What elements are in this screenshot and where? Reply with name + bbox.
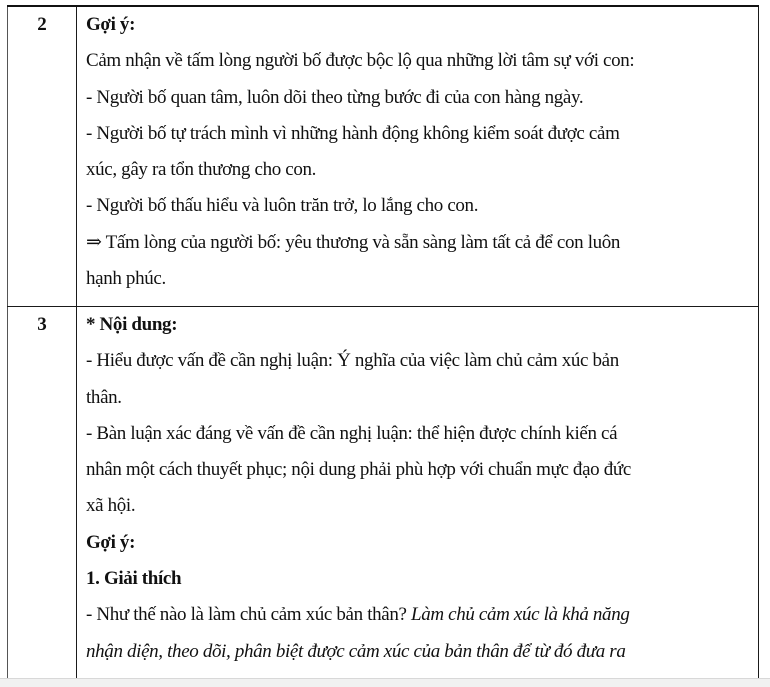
paragraph-line: xúc, gây ra tổn thương cho con. — [86, 159, 317, 181]
paragraph-line: thân. — [86, 386, 122, 408]
question-number: 3 — [37, 314, 47, 335]
paragraph-line: Cảm nhận về tấm lòng người bố được bộc lộ qua những lời tâm sự với con: — [86, 50, 635, 72]
paragraph-line: nhân một cách thuyết phục; nội dung phải phù hợp với chuẩn mực đạo đức — [86, 459, 631, 481]
section-heading: Gợi ý: — [86, 531, 136, 553]
answer-table — [7, 5, 759, 678]
definition-line: nhận diện, theo dõi, phân biệt được cảm xúc của bản thân để từ đó đưa ra — [86, 640, 626, 662]
paragraph-line: - Người bố quan tâm, luôn dõi theo từng bước đi của con hàng ngày. — [86, 86, 584, 108]
question-number-cell — [8, 6, 77, 307]
table-row — [8, 6, 759, 307]
paragraph-line: xã hội. — [86, 495, 136, 517]
paragraph-line: - Hiểu được vấn đề cần nghị luận: Ý nghĩa của việc làm chủ cảm xúc bản — [86, 350, 619, 372]
paragraph-line: ⇒ Tấm lòng của người bố: yêu thương và sẵn sàng làm tất cả để con luôn — [86, 231, 621, 253]
table-row — [8, 307, 759, 679]
question-text: - Như thế nào là làm chủ cảm xúc bản thân? — [86, 604, 411, 626]
section-heading: Gợi ý: — [86, 14, 136, 35]
definition-text: Làm chủ cảm xúc là khả năng — [410, 604, 630, 626]
section-heading: * Nội dung: — [86, 314, 178, 335]
question-number-cell — [8, 307, 77, 679]
answer-content-cell — [77, 6, 759, 307]
paragraph-line: hạnh phúc. — [86, 268, 166, 290]
answer-content-cell — [77, 307, 759, 679]
question-number: 2 — [37, 14, 47, 35]
paragraph-line: - Người bố tự trách mình vì những hành động không kiểm soát được cảm — [86, 122, 620, 144]
paragraph-line: - Bàn luận xác đáng về vấn đề cần nghị luận: thể hiện được chính kiến cá — [86, 422, 618, 444]
subsection-heading: 1. Giải thích — [86, 568, 182, 590]
paragraph-line: - Người bố thấu hiểu và luôn trăn trở, lo lắng cho con. — [86, 195, 479, 217]
paragraph-line — [86, 597, 746, 633]
